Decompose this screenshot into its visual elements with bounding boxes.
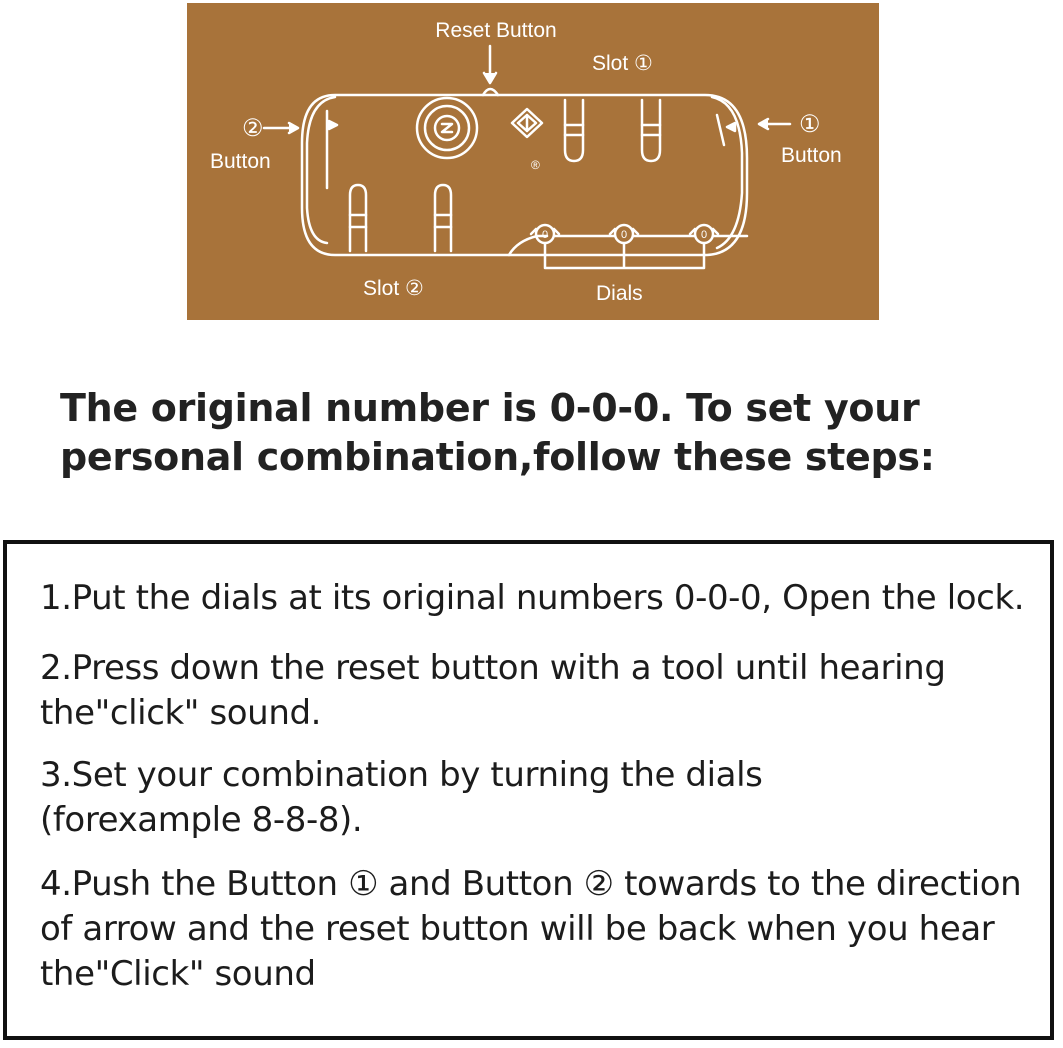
lock-diagram <box>187 3 879 320</box>
dial-value-1: 0 <box>541 229 549 241</box>
slot2-label: Slot ② <box>363 277 424 300</box>
dial-value-3: 0 <box>700 229 708 241</box>
step-2: 2.Press down the reset button with a tool until hearing the"click" sound. <box>40 648 946 733</box>
slot1-left <box>565 100 583 161</box>
registered-mark: ® <box>531 158 540 172</box>
dials-label: Dials <box>596 282 643 305</box>
reset-button-label: Reset Button <box>435 19 557 42</box>
step-3: 3.Set your combination by turning the dials (forexample 8-8-8). <box>40 755 763 840</box>
button2-cap <box>307 97 335 243</box>
dial-value-2: 0 <box>620 229 628 241</box>
step-4: 4.Push the Button ① and Button ② towards to the direction of arrow and the reset button will be back when you hear the"Click" sound <box>40 864 1022 994</box>
lock-diagram-panel <box>187 3 879 320</box>
button1-cap <box>712 97 742 248</box>
slot1-label: Slot ① <box>592 52 653 75</box>
slot2-right <box>435 185 451 251</box>
button1-number: ① <box>799 111 821 138</box>
instructions-heading: The original number is 0-0-0. To set your personal combination,follow these steps: <box>60 386 935 479</box>
steps-box <box>3 540 1054 1040</box>
button2-label: Button <box>210 150 271 173</box>
step-1: 1.Put the dials at its original numbers 0-0-0, Open the lock. <box>40 578 1025 618</box>
button2-number: ② <box>242 115 264 142</box>
slot2-left <box>350 185 366 251</box>
lock-body-outline <box>302 95 747 255</box>
button1-label: Button <box>781 144 842 167</box>
slot1-right <box>642 100 660 161</box>
